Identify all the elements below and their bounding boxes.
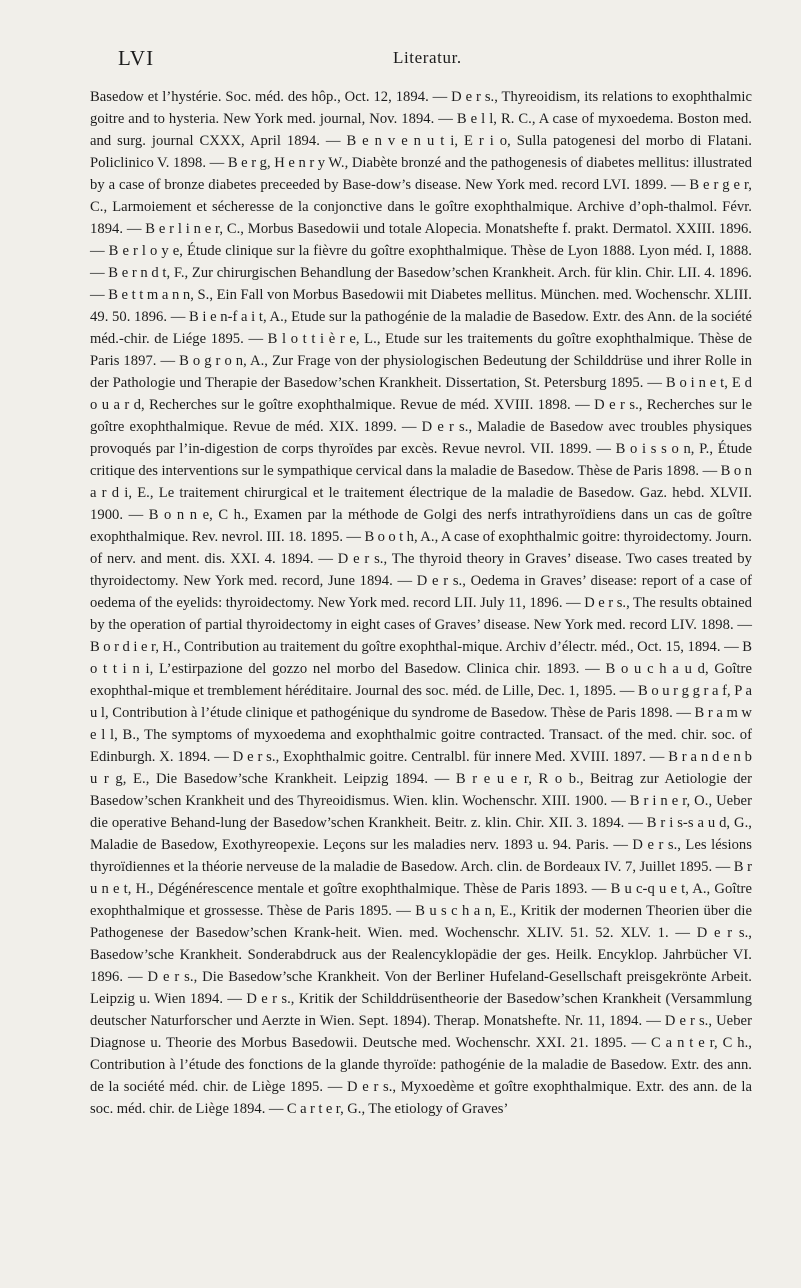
- page-header: [118, 38, 738, 78]
- running-head: Literatur.: [393, 48, 462, 67]
- bibliography-text: Basedow et l’hystérie. Soc. méd. des hôp., Oct. 12, 1894. — D e r s., Thyreoidism, its relations to exophthalmic goitre and to hysteria. New York med. journal, Nov. 1894. — B e l l, R. C., A case of myxoedema. Boston med. and surg. journal CXXX, April 1894. — B e n v e n u t i, E r i o, Sulla patogenesi del morbo di Flatani. Policlinico V. 1898. — B e r g, H e n r y W., Diabète bronzé and the pathogenesis of diabetes mellitus: illustrated by a case of bronze diabetes preceeded by Base-dow’s disease. New York med. record LVI. 1899. — B e r g e r, C., Larmoiement et sécheresse de la conjonctive dans le goître exophthalmique. Archive d’oph-thalmol. Févr. 1894. — B e r l i n e r, C., Morbus Basedowii und totale Alopecia. Monatshefte f. prakt. Dermatol. XXIII. 1896. — B e r l o y e, Étude clinique sur la fièvre du goître exophthalmique. Thèse de Lyon 1888. Lyon méd. I, 1888. — B e r n d t, F., Zur chirurgischen Behandlung der Basedow’schen Krankheit. Arch. für klin. Chir. LII. 4. 1896. — B e t t m a n n, S., Ein Fall von Morbus Basedowii mit Diabetes mellitus. München. med. Wochenschr. XLIII. 49. 50. 1896. — B i e n-f a i t, A., Etude sur la pathogénie de la maladie de Basedow. Extr. des Ann. de la société méd.-chir. de Liége 1895. — B l o t t i è r e, L., Etude sur les traitements du goître exophthalmique. Thèse de Paris 1897. — B o g r o n, A., Zur Frage von der physiologischen Bedeutung der Schilddrüse und ihrer Rolle in der Pathologie und Therapie der Basedow’schen Krankheit. Dissertation, St. Petersburg 1895. — B o i n e t, E d o u a r d, Recherches sur le goître exophthalmique. Revue de méd. XVIII. 1898. — D e r s., Recherches sur le goître exophthalmique. Revue de méd. XIX. 1899. — D e r s., Maladie de Basedow avec troubles physiques provoqués par l’in-digestion de corps thyroïdes par excès. Revue nevrol. VII. 1899. — B o i s s o n, P., Étude critique des interventions sur le sympathique cervical dans la maladie de Basedow. Thèse de Paris 1898. — B o n a r d i, E., Le traitement chirurgical et le traitement électrique de la maladie de Basedow. Gaz. hebd. XLVII. 1900. — B o n n e, C h., Examen par la méthode de Golgi des nerfs intrathyroïdiens dans un cas de goître exophthalmique. Rev. nevrol. III. 18. 1895. — B o o t h, A., A case of exophthalmic goitre: thyroidectomy. Journ. of nerv. and ment. dis. XXI. 4. 1894. — D e r s., The thyroid theory in Graves’ disease. Two cases treated by thyroidectomy. New York med. record, June 1894. — D e r s., Oedema in Graves’ disease: report of a case of oedema of the eyelids: thyroidectomy. New York med. record LII. July 11, 1896. — D e r s., The results obtained by the operation of partial thyroidectomy in eight cases of Graves’ disease. New York med. record LIV. 1898. — B o r d i e r, H., Contribution au traitement du goître exophthal-mique. Archiv d’électr. méd., Oct. 15, 1894. — B o t t i n i, L’estirpazione del gozzo nel morbo del Basedow. Clinica chir. 1893. — B o u c h a u d, Goître exophthal-mique et tremblement héréditaire. Journal des soc. méd. de Lille, Dec. 1, 1895. — B o u r g g r a f, P a u l, Contribution à l’étude clinique et pathogénique du syndrome de Basedow. Thèse de Paris 1898. — B r a m w e l l, B., The symptoms of myxoedema and exophthalmic goitre contracted. Transact. of the med. chir. soc. of Edinburgh. X. 1894. — D e r s., Exophthalmic goitre. Centralbl. für innere Med. XVIII. 1897. — B r a n d e n b u r g, E., Die Basedow’sche Krankheit. Leipzig 1894. — B r e u e r, R o b., Beitrag zur Aetiologie der Basedow’schen Krankheit und des Thyreoidismus. Wien. klin. Wochenschr. XIII. 1900. — B r i n e r, O., Ueber die operative Behand-lung der Basedow’schen Krankheit. Beitr. z. klin. Chir. XII. 3. 1894. — B r i s-s a u d, G., Maladie de Basedow, Exothyreopexie. Leçons sur les maladies nerv. 1893 u. 94. Paris. — D e r s., Les lésions thyroïdiennes et la théorie nerveuse de la maladie de Basedow. Arch. clin. de Bordeaux IV. 7, Juillet 1895. — B r u n e t, H., Dégénérescence mentale et goître exophthalmique. Thèse de Paris 1893. — B u c-q u e t, A., Goître exophthalmique et grossesse. Thèse de Paris 1895. — B u s c h a n, E., Kritik der modernen Theorien über die Pathogenese der Basedow’schen Krank-heit. Wien. med. Wochenschr. XLIV. 51. 52. XLV. 1. — D e r s., Basedow’sche Krankheit. Sonderabdruck aus der Realencyklopädie der ges. Heilk. Encyklop. Jahrbücher VI. 1896. — D e r s., Die Basedow’sche Krankheit. Von der Berliner Hufeland-Gesellschaft preisgekrönte Arbeit. Leipzig u. Wien 1894. — D e r s., Kritik der Schilddrüsentheorie der Basedow’schen Krankheit (Versammlung deutscher Naturforscher und Aerzte in Wien. Sept. 1894). Therap. Monatshefte. Nr. 11, 1894. — D e r s., Ueber Diagnose u. Theorie des Morbus Basedowii. Deutsche med. Wochenschr. XXI. 21. 1895. — C a n t e r, C h., Contribution à l’étude des fonctions de la glande thyroïde: pathogénie de la maladie de Basedow. Extr. des ann. de la société méd. chir. de Liège 1895. — D e r s., Myxoedème et goître exophthalmique. Extr. des ann. de la soc. méd. chir. de Liège 1894. — C a r t e r, G., The etiology of Graves’: [90, 89, 752, 1117]
- page-number: LVI: [118, 46, 155, 70]
